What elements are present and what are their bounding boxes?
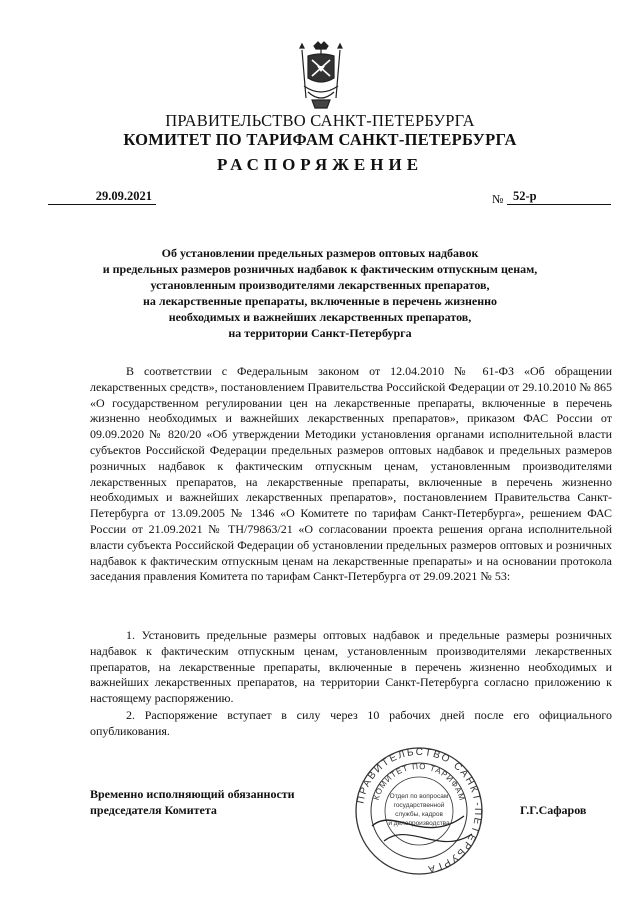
government-name: ПРАВИТЕЛЬСТВО САНКТ-ПЕТЕРБУРГА (165, 111, 475, 130)
preamble-paragraph: В соответствии с Федеральным законом от 12.04.2010 № 61-ФЗ «Об обращении лекарственных средств», постановлением Правительства Российской Федерации от 29.10.2010 № 865 «О государственном регулировании цен на лекарственные препараты, включенные в перечень жизненно необходимых и важнейших лекарственных препаратов», приказом ФАС России от 09.09.2020 № 820/20 «Об утверждении Методики установления органами исполнительной власти субъектов Российской Федерации предельных размеров оптовых надбавок и предельных размеров розничных надбавок к фактическим отпускным ценам, установленным производителями лекарственных препаратов, на лекарственные препараты, включенные в перечень жизненно необходимых и важнейших лекарственных препаратов», постановлением Правительства Санкт-Петербурга от 13.09.2005 № 1346 «О Комитете по тарифам Санкт-Петербурга», решением ФАС России от 21.09.2021 № ТН/79863/21 «О согласовании проекта решения органа исполнительной власти субъекта Российской Федерации об установлении предельных размеров оптовых и розничных надбавок к фактическим отпускным ценам на лекарственные препараты» и на основании протокола заседания правления Комитета по тарифам Санкт-Петербурга от 29.09.2021 № 53: (90, 364, 612, 584)
number-sign: № (492, 192, 504, 206)
position-line: председателя Комитета (90, 803, 217, 817)
title-line: Об установлении предельных размеров оптовых надбавок (161, 246, 479, 260)
official-stamp (354, 746, 484, 876)
title-line: установленным производителями лекарственных препаратов, (150, 278, 490, 292)
document-type: РАСПОРЯЖЕНИЕ (216, 155, 424, 174)
svg-text:службы, кадров: службы, кадров (395, 811, 443, 818)
title-line: на территории Санкт-Петербурга (228, 326, 412, 340)
title-line: необходимых и важнейших лекарственных препаратов, (168, 310, 472, 324)
title-line: на лекарственные препараты, включенные в перечень жизненно (142, 294, 498, 308)
coat-of-arms-emblem (294, 40, 348, 112)
svg-text:КОМИТЕТ ПО ТАРИФАМ: КОМИТЕТ ПО ТАРИФАМ (371, 761, 467, 803)
svg-text:Отдел по вопросам: Отдел по вопросам (389, 793, 449, 800)
svg-text:ПРАВИТЕЛЬСТВО САНКТ-ПЕТЕРБУРГА: ПРАВИТЕЛЬСТВО САНКТ-ПЕТЕРБУРГА (355, 746, 484, 875)
order-item-1: 1. Установить предельные размеры оптовых надбавок и предельные размеры розничных надбавок к фактическим отпускным ценам, установленным производителями лекарственных препаратов, на лекарственные препараты, включенные в перечень жизненно необходимых и важнейших лекарственных препаратов, на территории Санкт-Петербурга согласно приложению к настоящему распоряжению. (90, 628, 612, 706)
committee-name: КОМИТЕТ ПО ТАРИФАМ САНКТ-ПЕТЕРБУРГА (123, 130, 517, 149)
document-title (60, 245, 580, 341)
svg-text:и делопроизводства: и делопроизводства (388, 820, 450, 827)
order-item-2: 2. Распоряжение вступает в силу через 10 рабочих дней после его официального опубликования. (90, 708, 612, 738)
document-date: 29.09.2021 (48, 188, 156, 205)
title-line: и предельных размеров розничных надбавок к фактическим отпускным ценам, (102, 262, 538, 276)
signatory-position (90, 786, 295, 818)
signatory-name: Г.Г.Сафаров (520, 803, 587, 817)
document-number: 52-р (507, 188, 611, 205)
position-line: Временно исполняющий обязанности (90, 787, 295, 801)
svg-text:государственной: государственной (393, 802, 445, 809)
